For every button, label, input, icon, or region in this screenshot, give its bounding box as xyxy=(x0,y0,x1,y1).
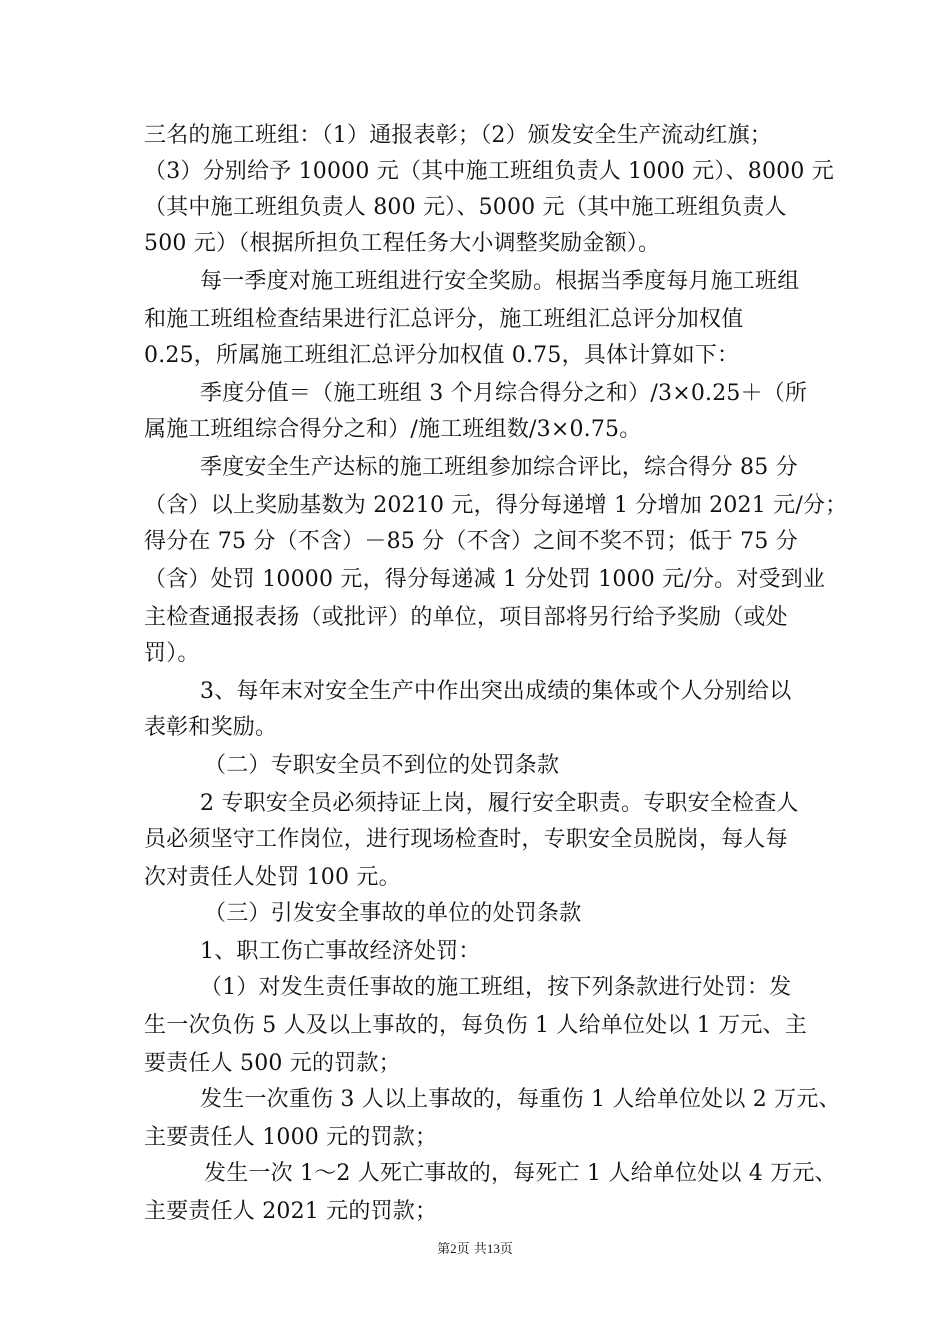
footer-prefix: 第 xyxy=(437,1242,451,1257)
body-line: 主要责任人 1000 元的罚款； xyxy=(144,1125,438,1150)
current-page-number: 2 xyxy=(450,1241,457,1256)
body-line: 3、每年末对安全生产中作出突出成绩的集体或个人分别给以 xyxy=(200,679,792,704)
body-line: （其中施工班组负责人 800 元）、5000 元（其中施工班组负责人 xyxy=(144,195,787,220)
body-line: 员必须坚守工作岗位，进行现场检查时，专职安全员脱岗，每人每 xyxy=(144,827,788,852)
body-line: 2 专职安全员必须持证上岗，履行安全职责。专职安全检查人 xyxy=(200,791,799,816)
body-line: 0.25，所属施工班组汇总评分加权值 0.75，具体计算如下： xyxy=(144,343,740,368)
body-line: 次对责任人处罚 100 元。 xyxy=(144,865,401,890)
body-line: 和施工班组检查结果进行汇总评分，施工班组汇总评分加权值 xyxy=(144,307,744,332)
body-line: 生一次负伤 5 人及以上事故的，每负伤 1 人给单位处以 1 万元、主 xyxy=(144,1013,807,1038)
footer-suffix: 页 xyxy=(499,1242,513,1257)
body-line: 主要责任人 2021 元的罚款； xyxy=(144,1199,438,1224)
body-line: 发生一次 1～2 人死亡事故的，每死亡 1 人给单位处以 4 万元、 xyxy=(204,1161,837,1186)
section-heading: （二）专职安全员不到位的处罚条款 xyxy=(204,753,560,778)
body-line: 季度分值＝（施工班组 3 个月综合得分之和）/3×0.25＋（所 xyxy=(200,381,808,406)
body-line: 三名的施工班组：（1）通报表彰；（2）颁发安全生产流动红旗； xyxy=(144,123,772,148)
body-line: 季度安全生产达标的施工班组参加综合评比，综合得分 85 分 xyxy=(200,455,798,480)
body-line: 500 元）（根据所担负工程任务大小调整奖励金额）。 xyxy=(144,231,661,256)
body-line: 1、职工伤亡事故经济处罚： xyxy=(200,939,481,964)
body-line: 每一季度对施工班组进行安全奖励。根据当季度每月施工班组 xyxy=(200,269,800,294)
body-line: 得分在 75 分（不含）－85 分（不含）之间不奖不罚；低于 75 分 xyxy=(144,529,798,554)
page-footer xyxy=(0,1240,950,1259)
body-line: 主检查通报表扬（或批评）的单位，项目部将另行给予奖励（或处 xyxy=(144,605,788,630)
body-line: 罚）。 xyxy=(144,641,200,666)
section-heading: （三）引发安全事故的单位的处罚条款 xyxy=(204,901,582,926)
body-line: （1）对发生责任事故的施工班组，按下列条款进行处罚：发 xyxy=(200,975,792,1000)
body-line: 发生一次重伤 3 人以上事故的，每重伤 1 人给单位处以 2 万元、 xyxy=(200,1087,841,1112)
footer-middle: 页 共 xyxy=(456,1242,487,1257)
body-line: （含）处罚 10000 元，得分每递减 1 分处罚 1000 元/分。对受到业 xyxy=(144,567,826,592)
body-line: （含）以上奖励基数为 20210 元，得分每递增 1 分增加 2021 元/分； xyxy=(144,493,848,518)
body-line: 要责任人 500 元的罚款； xyxy=(144,1051,401,1076)
body-line: （3）分别给予 10000 元（其中施工班组负责人 1000 元）、8000 元 xyxy=(144,159,834,184)
body-line: 表彰和奖励。 xyxy=(144,715,278,740)
body-line: 属施工班组综合得分之和）/施工班组数/3×0.75。 xyxy=(144,417,642,442)
total-pages-number: 13 xyxy=(486,1241,500,1256)
